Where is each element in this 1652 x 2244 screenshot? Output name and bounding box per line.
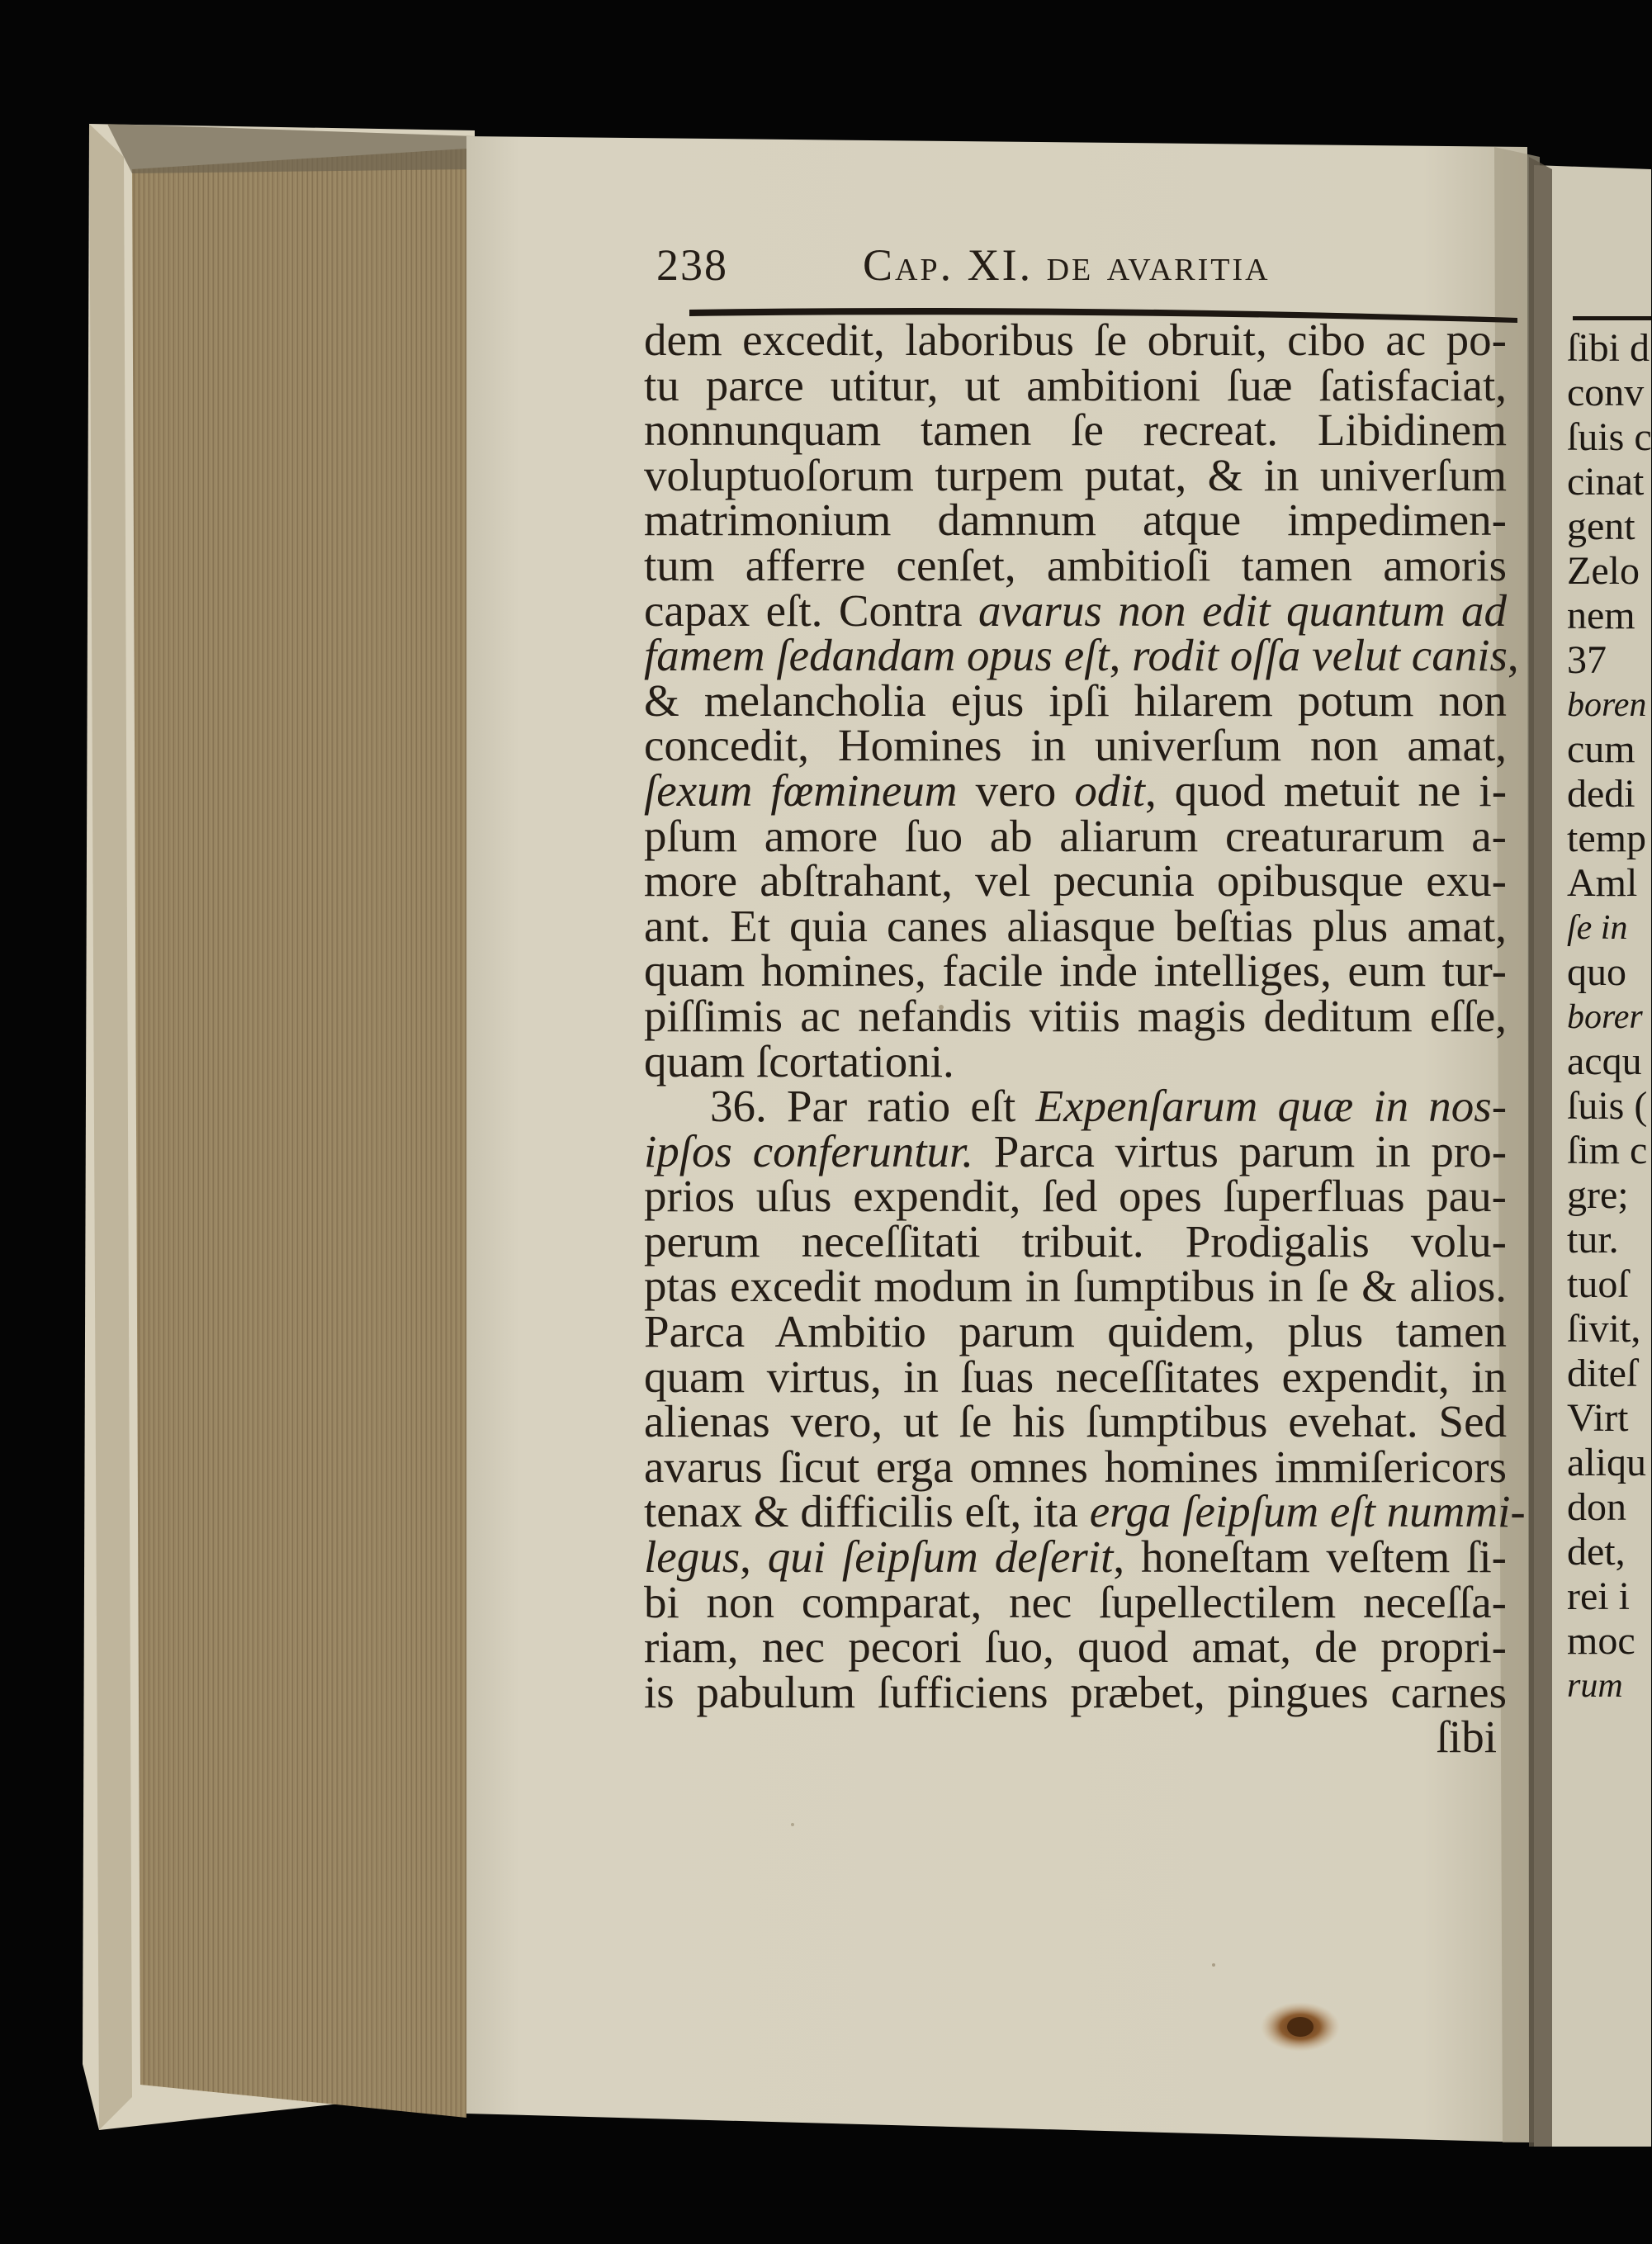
text-segment: dem excedit, laboribus ſe obruit, cibo ac po- (644, 315, 1507, 365)
facing-line: acqu (1567, 1039, 1642, 1083)
facing-line: quo (1567, 950, 1626, 994)
facing-line: Aml (1567, 861, 1638, 905)
text-segment: ptas excedit modum in ſumptibus in ſe & alios. (644, 1261, 1507, 1312)
facing-line: Zelo (1567, 549, 1640, 593)
italic-phrase: legus (644, 1532, 741, 1583)
facing-line: boren (1567, 686, 1647, 724)
text-segment: perum neceſſitati tribuit. Prodigalis volu- (644, 1215, 1507, 1266)
text-line (644, 405, 1507, 456)
text-segment: , (740, 1532, 768, 1583)
facing-line: ſuis ( (1567, 1084, 1648, 1128)
text-line (644, 1532, 1507, 1583)
facing-line: gre; (1567, 1173, 1629, 1217)
text-segment: nonnunquam tamen ſe recreat. Libidinem (644, 405, 1507, 456)
text-line (644, 495, 1507, 546)
facing-line: nem (1567, 594, 1635, 637)
text-segment: , quod metuit ne i- (1144, 765, 1508, 816)
facing-page-text (1567, 326, 1651, 1708)
facing-line: ſim c (1567, 1129, 1648, 1172)
text-segment: pſum amore ſuo ab aliarum creaturarum a- (644, 810, 1507, 861)
text-segment: capax eſt. Contra (644, 585, 978, 636)
facing-line: borer (1567, 998, 1643, 1036)
text-line (644, 855, 1507, 907)
text-segment: concedit, Homines in univerſum non amat, (644, 720, 1507, 771)
text-line (644, 1035, 1507, 1086)
text-segment: bi non comparat, nec ſupellectilem neceſſa- (644, 1576, 1507, 1627)
italic-phrase: Expenſarum quæ in nos- (1035, 1081, 1508, 1132)
text-line (644, 675, 1507, 726)
facing-line: tur. (1567, 1218, 1619, 1262)
text-segment: tu parce utitur, ut ambitioni ſuæ ſatisfaciat, (644, 359, 1507, 410)
text-segment: prios uſus expendit, ſed opes ſuperfluas pau- (644, 1171, 1507, 1222)
facing-line: tuoſ (1567, 1262, 1629, 1306)
running-head (656, 239, 1523, 314)
text-line (644, 900, 1507, 951)
text-line (644, 1576, 1507, 1627)
facing-line: moc (1567, 1619, 1635, 1663)
text-segment: Parca Ambitio parum quidem, plus tamen (644, 1306, 1507, 1357)
text-line (644, 1215, 1507, 1266)
italic-phrase: rodit oſſa velut canis (1132, 630, 1508, 681)
facing-line: diteſ (1567, 1352, 1638, 1395)
text-segment: quam ſcortationi. (644, 1035, 954, 1086)
italic-phrase: famem ſedandam opus eſt (644, 630, 1110, 681)
facing-line: gent (1567, 504, 1635, 548)
text-segment: , (1109, 630, 1133, 681)
text-segment: tum afferre cenſet, ambitioſi tamen amoris (644, 539, 1507, 590)
text-line (644, 1486, 1526, 1537)
text-segment: more abſtrahant, vel pecunia opibusque exu- (644, 855, 1507, 907)
text-segment: riam, nec pecori ſuo, quod amat, de propri- (644, 1621, 1507, 1673)
text-line (644, 315, 1507, 365)
page-fore-edge (132, 149, 466, 2118)
italic-phrase: odit (1074, 765, 1145, 816)
facing-line: cinat (1567, 460, 1645, 504)
text-line (644, 359, 1507, 410)
text-line (644, 765, 1508, 816)
facing-line: Virt (1567, 1396, 1629, 1440)
facing-line: aliqu (1567, 1441, 1646, 1484)
italic-phrase: ipſos conferuntur. (644, 1125, 974, 1176)
text-line (644, 1125, 1508, 1176)
text-line (644, 539, 1507, 590)
text-segment: alienas vero, ut ſe his ſumptibus evehat. Sed (644, 1396, 1507, 1447)
text-segment: Parca virtus parum in pro- (973, 1125, 1508, 1176)
italic-phrase: ſexum fœmineum (644, 765, 958, 816)
text-segment: ant. Et quia canes aliasque beſtias plus amat, (644, 900, 1507, 951)
facing-line: rei i (1567, 1574, 1630, 1618)
facing-line: rum (1567, 1667, 1623, 1705)
text-line (644, 1396, 1507, 1447)
text-line (644, 630, 1519, 681)
page-number: 238 (656, 240, 728, 290)
facing-line: ſe in (1567, 909, 1628, 947)
facing-line: 37 (1567, 638, 1607, 682)
text-line (644, 720, 1507, 771)
text-line (644, 810, 1507, 861)
facing-line: temp (1567, 817, 1646, 860)
facing-line: don (1567, 1485, 1626, 1529)
text-line (644, 1261, 1507, 1312)
text-segment: is pabulum ſufficiens præbet, pingues carnes (644, 1666, 1507, 1717)
italic-phrase: avarus non edit quantum ad (978, 585, 1507, 636)
facing-line: ſibi d (1567, 326, 1650, 370)
body-text (644, 315, 1526, 1763)
text-segment: , (1507, 630, 1519, 681)
text-line (644, 1306, 1507, 1357)
running-title: Cap. XI. de avaritia (863, 240, 1271, 290)
text-line (644, 1351, 1507, 1402)
text-segment: matrimonium damnum atque impedimen- (644, 495, 1507, 546)
facing-line: conv (1567, 371, 1645, 414)
text-segment: vero (957, 765, 1075, 816)
facing-line: ſivit, (1567, 1307, 1641, 1351)
facing-line: cum (1567, 727, 1635, 771)
paper-stain (1261, 2002, 1340, 2052)
text-segment: avarus ſicut erga omnes homines immiſericors (644, 1441, 1507, 1492)
facing-line: dedi (1567, 772, 1635, 816)
text-line (644, 1171, 1507, 1222)
text-segment: 36. Par ratio eſt (710, 1081, 1036, 1132)
facing-line: det, (1567, 1530, 1626, 1574)
text-line (644, 1441, 1507, 1492)
text-line (644, 1621, 1507, 1673)
text-line (644, 945, 1507, 997)
text-line (644, 1081, 1508, 1132)
italic-phrase: qui ſeipſum deſerit (767, 1532, 1114, 1583)
text-segment: tenax & difficilis eſt, ita (644, 1486, 1090, 1537)
text-line (644, 990, 1507, 1041)
text-line (644, 585, 1507, 636)
text-line (644, 449, 1507, 500)
text-segment: piſſimis ac nefandis vitiis magis deditum eſſe, (644, 990, 1507, 1041)
text-segment: voluptuoſorum turpem putat, & in univerſum (644, 449, 1507, 500)
text-line (644, 1666, 1507, 1717)
text-segment: quam virtus, in ſuas neceſſitates expendit, in (644, 1351, 1507, 1402)
text-segment: & melancholia ejus ipſi hilarem potum non (644, 675, 1507, 726)
catchword: ſibi (1436, 1711, 1497, 1763)
italic-phrase: erga ſeipſum eſt nummi- (1089, 1486, 1526, 1537)
facing-line: ſuis c (1567, 415, 1652, 459)
text-segment: quam homines, facile inde intelliges, eum tur- (644, 945, 1507, 997)
text-segment: , honeſtam veſtem ſi- (1113, 1532, 1507, 1583)
